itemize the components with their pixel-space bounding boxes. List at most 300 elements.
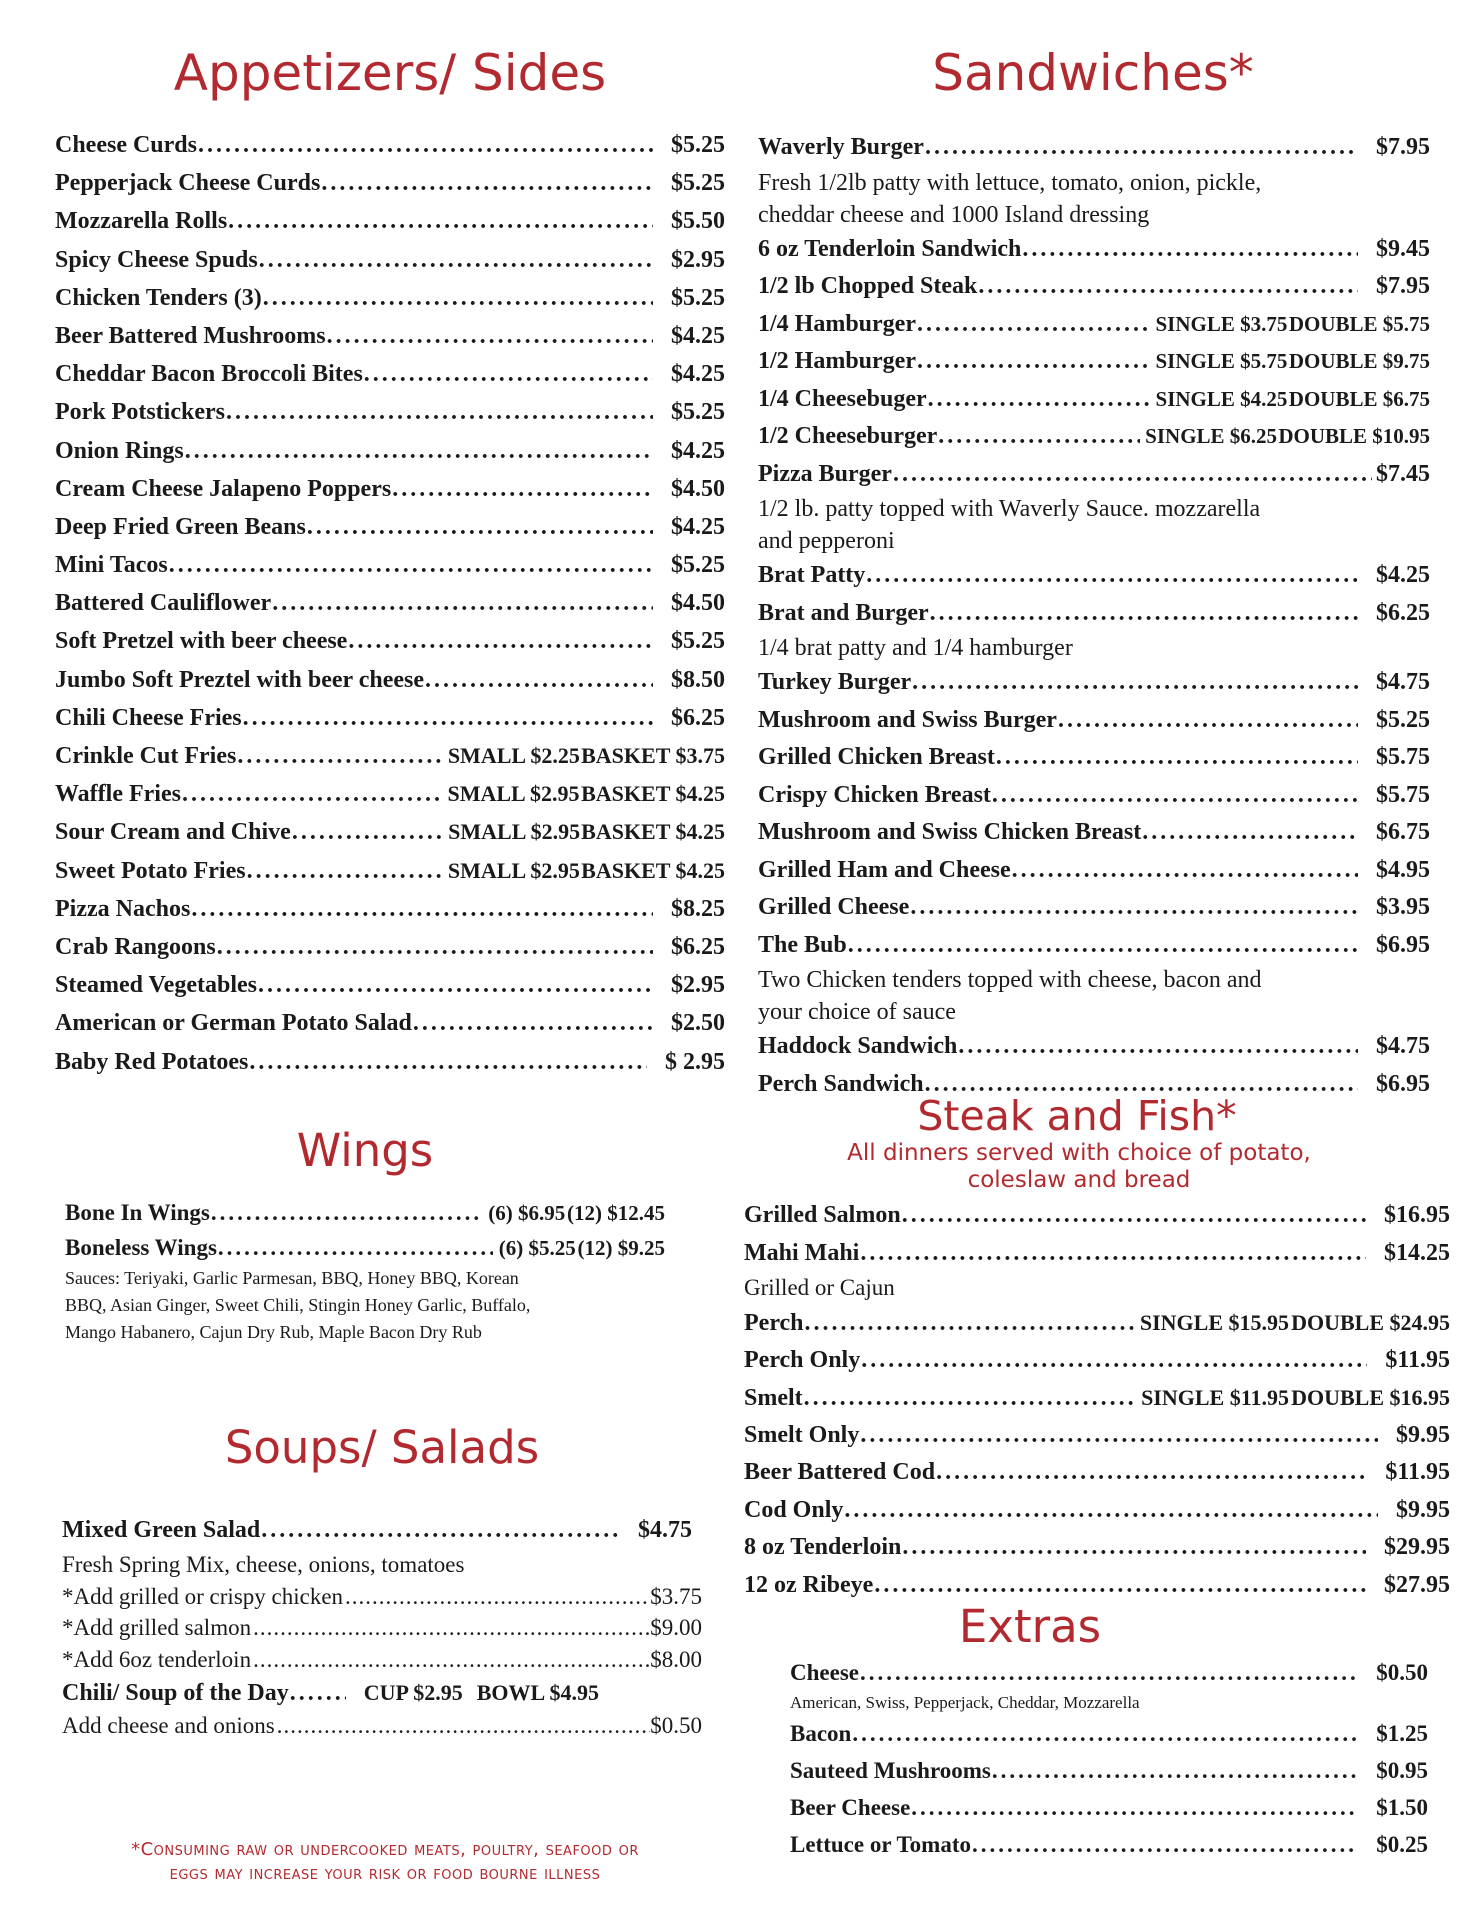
notice-line: *Consuming raw or undercooked meats, poultry, seafood or <box>131 1839 639 1860</box>
menu-item <box>55 1004 725 1042</box>
steak-fish-subtitle: coleslaw and bread <box>967 1167 1191 1193</box>
menu-item <box>55 813 725 851</box>
item-name: Pepperjack Cheese Curds <box>55 170 321 197</box>
item-price: $4.25 <box>671 361 725 388</box>
menu-item <box>744 1529 1450 1567</box>
item-price: $9.95 <box>1396 1421 1450 1448</box>
item-name: 1/2 Hamburger <box>758 348 916 374</box>
item-name: 1/4 Cheesebuger <box>758 385 927 412</box>
appetizers-list <box>55 126 725 1081</box>
item-name: Soft Pretzel with beer cheese <box>55 628 348 655</box>
leader-dots <box>1142 814 1358 852</box>
sandwiches-heading: Sandwiches* <box>932 44 1254 102</box>
item-name: Beer Battered Cod <box>744 1459 936 1485</box>
item-name: Pizza Nachos <box>55 895 191 922</box>
item-price: $3.95 <box>1376 894 1430 920</box>
menu-addon <box>62 1644 702 1676</box>
leader-dots <box>327 317 653 355</box>
leader-dots <box>1012 852 1358 890</box>
leader-dots <box>848 927 1358 965</box>
leader-dots <box>978 268 1358 306</box>
item-name: Turkey Burger <box>758 669 912 695</box>
item-option-price: BOWL $4.95 <box>476 1680 599 1705</box>
menu-item <box>758 456 1430 494</box>
menu-item <box>744 1417 1450 1455</box>
item-name: Battered Cauliflower <box>55 590 272 617</box>
menu-item <box>62 1675 702 1710</box>
leader-dots <box>917 343 1150 381</box>
item-price: $6.75 <box>1376 819 1430 845</box>
menu-item <box>55 966 725 1004</box>
leader-dots <box>243 699 653 737</box>
menu-item <box>790 1789 1428 1826</box>
menu-item <box>758 306 1430 344</box>
item-price: $0.50 <box>1376 1660 1428 1685</box>
leader-dots <box>321 164 653 202</box>
item-name: Mushroom and Swiss Chicken Breast <box>758 819 1142 845</box>
menu-item <box>55 126 725 164</box>
wings-section <box>65 1124 666 1346</box>
item-option-price: SINGLE $15.95 <box>1139 1310 1290 1335</box>
item-name: Mozzarella Rolls <box>55 208 228 235</box>
item-option-price: DOUBLE $10.95 <box>1278 424 1430 448</box>
menu-item <box>744 1492 1450 1530</box>
leader-dots <box>364 355 653 393</box>
leader-dots <box>910 889 1358 927</box>
item-price: $2.50 <box>671 1010 725 1037</box>
leader-dots <box>259 241 653 279</box>
leader-dots <box>917 306 1150 344</box>
food-safety-notice <box>40 1838 730 1886</box>
item-name: 6 oz Tenderloin Sandwich <box>758 235 1022 262</box>
leader-dots <box>253 1612 650 1644</box>
item-name: 1/2 lb Chopped Steak <box>758 273 978 299</box>
menu-item <box>758 889 1430 927</box>
item-price: $5.50 <box>671 208 725 235</box>
leader-dots <box>938 418 1140 456</box>
menu-item <box>758 381 1430 419</box>
item-name: *Add grilled salmon <box>62 1615 252 1640</box>
item-price: $8.00 <box>650 1646 702 1672</box>
item-option-price: SINGLE $3.75 <box>1155 311 1288 336</box>
leader-dots <box>902 1197 1366 1235</box>
menu-item <box>790 1826 1428 1863</box>
menu-item <box>758 927 1430 965</box>
item-name: Beer Cheese <box>790 1795 911 1820</box>
item-name: Cheddar Bacon Broccoli Bites <box>55 361 363 388</box>
item-price: $4.25 <box>671 437 725 464</box>
leader-dots <box>237 737 442 775</box>
leader-dots <box>928 381 1150 419</box>
leader-dots <box>226 393 653 431</box>
salad-addons-list <box>62 1581 702 1676</box>
leader-dots <box>198 126 653 164</box>
item-name: 8 oz Tenderloin <box>744 1534 902 1560</box>
menu-item <box>55 890 725 928</box>
menu-item <box>55 737 725 775</box>
item-name: Baby Red Potatoes <box>55 1048 249 1075</box>
item-name: Add cheese and onions <box>62 1713 275 1738</box>
menu-item <box>758 129 1430 167</box>
item-price: $9.45 <box>1376 235 1430 262</box>
item-name: Smelt Only <box>744 1421 860 1448</box>
menu-item <box>55 241 725 279</box>
wings-sauces-line: Mango Habanero, Cajun Dry Rub, Maple Bacon Dry Rub <box>65 1322 482 1342</box>
leader-dots <box>992 777 1358 815</box>
leader-dots <box>866 557 1358 595</box>
item-price: $4.95 <box>1376 856 1430 883</box>
item-price: $16.95 <box>1384 1202 1450 1228</box>
item-option-price: SINGLE $4.25 <box>1155 386 1288 411</box>
item-price: $6.25 <box>671 933 725 960</box>
menu-item <box>758 418 1430 456</box>
item-name: 12 oz Ribeye <box>744 1571 874 1598</box>
item-name: Sweet Potato Fries <box>55 857 246 884</box>
leader-dots <box>860 1235 1366 1273</box>
item-option-price: DOUBLE $16.95 <box>1291 1385 1450 1410</box>
item-name: Pizza Burger <box>758 460 892 487</box>
leader-dots <box>874 1567 1366 1605</box>
leader-dots <box>936 1454 1367 1492</box>
leader-dots <box>805 1305 1134 1343</box>
leader-dots <box>392 470 653 508</box>
leader-dots <box>996 739 1358 777</box>
leader-dots <box>893 456 1372 494</box>
item-price: $0.95 <box>1376 1758 1428 1783</box>
item-name: Mahi Mahi <box>744 1239 860 1266</box>
leader-dots <box>861 1342 1367 1380</box>
item-price: $5.25 <box>1376 706 1430 733</box>
item-description: 1/4 brat patty and 1/4 hamburger <box>758 635 1073 661</box>
extras-section <box>790 1600 1428 1863</box>
leader-dots <box>191 890 653 928</box>
item-option-price: SMALL $2.95 <box>448 819 581 845</box>
item-price: $0.25 <box>1376 1832 1428 1857</box>
item-price: $27.95 <box>1384 1571 1450 1598</box>
leader-dots <box>860 1417 1378 1455</box>
menu-addon <box>62 1710 702 1742</box>
item-option-price: DOUBLE $6.75 <box>1288 386 1430 411</box>
menu-item <box>55 317 725 355</box>
item-price: $29.95 <box>1384 1534 1450 1560</box>
leader-dots <box>253 1644 650 1676</box>
item-option-price: SMALL $2.25 <box>447 743 580 768</box>
item-price: $4.50 <box>671 590 725 617</box>
item-name: Onion Rings <box>55 437 184 464</box>
leader-dots <box>804 1380 1135 1418</box>
item-name: Grilled Salmon <box>744 1202 901 1228</box>
menu-item <box>62 1512 692 1549</box>
menu-item <box>55 584 725 622</box>
item-option-price: BASKET $4.25 <box>581 857 726 883</box>
item-option-price: (6) $6.95 <box>488 1201 566 1225</box>
menu-item <box>758 557 1430 595</box>
item-price: $4.25 <box>1376 562 1430 588</box>
wings-heading: Wings <box>296 1124 434 1177</box>
leader-dots <box>307 508 653 546</box>
menu-item <box>758 268 1430 306</box>
item-description: Fresh 1/2lb patty with lettuce, tomato, onion, pickle, <box>758 169 1262 196</box>
menu-item <box>790 1654 1428 1691</box>
item-option-price: SINGLE $11.95 <box>1141 1385 1289 1410</box>
menu-addon <box>62 1612 702 1644</box>
item-price: $5.25 <box>671 170 725 197</box>
item-price: $7.95 <box>1376 273 1430 299</box>
item-price: $5.25 <box>671 284 725 311</box>
wings-list <box>65 1195 665 1265</box>
item-description: your choice of sauce <box>758 999 956 1025</box>
leader-dots <box>348 622 653 660</box>
item-option-price: SMALL $2.95 <box>447 781 580 807</box>
item-description: Grilled or Cajun <box>744 1275 895 1300</box>
item-description: American, Swiss, Pepperjack, Cheddar, Mozzarella <box>790 1693 1140 1712</box>
leader-dots <box>911 1789 1358 1826</box>
item-name: Steamed Vegetables <box>55 972 257 999</box>
menu-item <box>744 1235 1450 1273</box>
item-name: Bacon <box>790 1721 852 1746</box>
menu-item <box>758 814 1430 852</box>
extras-heading: Extras <box>958 1600 1102 1653</box>
leader-dots <box>902 1529 1366 1567</box>
item-price: $5.25 <box>671 399 725 426</box>
leader-dots <box>261 1512 618 1549</box>
item-option-price: BASKET $3.75 <box>581 743 725 768</box>
sandwiches-list <box>758 231 1430 306</box>
item-name: Spicy Cheese Spuds <box>55 246 258 273</box>
steak-fish-section <box>744 1092 1450 1604</box>
item-price: $1.50 <box>1376 1795 1428 1820</box>
item-name: Deep Fried Green Beans <box>55 513 306 540</box>
item-name: Smelt <box>744 1385 803 1411</box>
item-name: Cheese <box>790 1660 859 1685</box>
sandwiches-list <box>758 664 1430 964</box>
menu-item <box>65 1195 665 1230</box>
appetizers-heading: Appetizers/ Sides <box>173 44 607 102</box>
item-name: American or German Potato Salad <box>55 1010 412 1037</box>
item-name: Grilled Ham and Cheese <box>758 856 1011 883</box>
wings-sauces-line: Sauces: Teriyaki, Garlic Parmesan, BBQ, Honey BBQ, Korean <box>65 1268 519 1288</box>
item-price: $4.25 <box>671 513 725 540</box>
item-name: Waffle Fries <box>55 781 181 808</box>
item-name: Cream Cheese Jalapeno Poppers <box>55 475 392 502</box>
item-price: $4.75 <box>1376 669 1430 695</box>
leader-dots <box>345 1581 650 1613</box>
menu-item <box>55 661 725 699</box>
leader-dots <box>247 852 443 890</box>
item-price: $6.95 <box>1376 1070 1430 1097</box>
item-name: Chicken Tenders (3) <box>55 284 262 311</box>
menu-item <box>758 231 1430 269</box>
leader-dots <box>290 1676 346 1711</box>
item-price: $5.75 <box>1376 781 1430 808</box>
item-price: $4.75 <box>638 1517 692 1543</box>
menu-item <box>758 343 1430 381</box>
item-option-price: BASKET $4.25 <box>581 781 725 807</box>
burgers-single-double-list <box>758 306 1430 456</box>
item-name: Perch Only <box>744 1346 861 1373</box>
item-name: 1/4 Hamburger <box>758 310 916 337</box>
item-price: $8.25 <box>671 895 725 922</box>
item-name: Grilled Cheese <box>758 894 910 920</box>
item-price: $3.75 <box>650 1583 702 1609</box>
item-name: Jumbo Soft Preztel with beer cheese <box>55 666 425 693</box>
menu-item <box>744 1197 1450 1235</box>
menu-item <box>744 1454 1450 1492</box>
menu-item <box>55 355 725 393</box>
item-price: $11.95 <box>1385 1346 1450 1373</box>
item-name: Perch Sandwich <box>758 1070 924 1097</box>
item-option-price: SINGLE $6.25 <box>1145 424 1278 448</box>
item-name: Sour Cream and Chive <box>55 819 291 846</box>
menu-item <box>55 470 725 508</box>
item-name: Crinkle Cut Fries <box>55 743 237 769</box>
item-description: Two Chicken tenders topped with cheese, bacon and <box>758 967 1262 993</box>
leader-dots <box>258 966 653 1004</box>
menu-item <box>758 777 1430 815</box>
item-description: Fresh Spring Mix, cheese, onions, tomatoes <box>62 1552 465 1577</box>
menu-item <box>790 1752 1428 1789</box>
menu-item <box>55 432 725 470</box>
menu-item <box>55 164 725 202</box>
item-name: Sauteed Mushrooms <box>790 1758 991 1783</box>
item-name: Chili Cheese Fries <box>55 704 242 731</box>
leader-dots <box>228 202 653 240</box>
menu-item <box>744 1304 1450 1342</box>
leader-dots <box>272 584 653 622</box>
item-price: $ 2.95 <box>665 1048 725 1075</box>
item-price: $6.25 <box>671 704 725 731</box>
item-name: Pork Potstickers <box>55 399 225 426</box>
menu-item <box>790 1715 1428 1752</box>
leader-dots <box>425 661 653 699</box>
soups-heading: Soups/ Salads <box>224 1421 540 1474</box>
item-name: Crab Rangoons <box>55 933 216 960</box>
item-price: $8.50 <box>671 666 725 693</box>
appetizers-section <box>55 44 726 1081</box>
steak-fish-subtitle: All dinners served with choice of potato, <box>847 1140 1311 1166</box>
leader-dots <box>277 1710 651 1742</box>
steak-fish-list <box>744 1417 1450 1605</box>
item-name: The Bub <box>758 931 847 958</box>
menu-item <box>758 739 1430 777</box>
leader-dots <box>169 546 653 584</box>
notice-line: eggs may increase your risk or food bourne illness <box>169 1863 601 1884</box>
item-name: Cod Only <box>744 1496 844 1523</box>
leader-dots <box>413 1004 653 1042</box>
item-name: Crispy Chicken Breast <box>758 781 991 808</box>
item-name: 1/2 Cheeseburger <box>758 423 938 449</box>
menu-item <box>758 1028 1430 1066</box>
item-name: Lettuce or Tomato <box>790 1832 972 1857</box>
item-name: Brat and Burger <box>758 599 929 626</box>
leader-dots <box>912 664 1358 702</box>
menu-item <box>55 622 725 660</box>
item-name: Grilled Chicken Breast <box>758 744 995 770</box>
menu-item <box>55 202 725 240</box>
item-price: $7.95 <box>1376 134 1430 160</box>
menu-item <box>744 1342 1450 1380</box>
menu-item <box>65 1230 665 1265</box>
item-price: $5.25 <box>671 132 725 158</box>
leader-dots <box>249 1043 647 1081</box>
item-option-price: SINGLE $5.75 <box>1155 349 1288 373</box>
item-name: Mini Tacos <box>55 552 168 579</box>
menu-item <box>55 852 725 890</box>
item-name: Beer Battered Mushrooms <box>55 322 326 349</box>
menu-item <box>758 852 1430 890</box>
item-option-price: DOUBLE $24.95 <box>1291 1310 1450 1335</box>
menu-item <box>744 1567 1450 1605</box>
sandwiches-section <box>758 44 1431 1103</box>
wings-sauces-line: BBQ, Asian Ginger, Sweet Chili, Stingin Honey Garlic, Buffalo, <box>65 1295 531 1315</box>
steak-fish-heading: Steak and Fish* <box>917 1092 1237 1140</box>
leader-dots <box>844 1492 1378 1530</box>
item-price: $9.95 <box>1396 1496 1450 1523</box>
item-option-price: BASKET $4.25 <box>581 819 725 845</box>
menu-item <box>55 279 725 317</box>
item-price: $0.50 <box>650 1713 702 1738</box>
item-price: $2.95 <box>671 972 725 999</box>
item-option-price: CUP $2.95 <box>363 1680 463 1705</box>
item-price: $6.25 <box>1376 599 1430 626</box>
menu-item <box>55 928 725 966</box>
item-name: Haddock Sandwich <box>758 1033 958 1059</box>
item-price: $9.00 <box>650 1615 702 1640</box>
item-name: Chili/ Soup of the Day <box>62 1680 289 1706</box>
menu-item <box>758 702 1430 740</box>
item-price: $5.75 <box>1376 744 1430 770</box>
extras-list <box>790 1715 1428 1863</box>
leader-dots <box>992 1752 1358 1789</box>
soups-section <box>62 1423 702 1742</box>
item-price: $4.25 <box>671 322 725 349</box>
leader-dots <box>972 1826 1358 1863</box>
menu-item <box>55 393 725 431</box>
menu-item <box>55 546 725 584</box>
leader-dots <box>930 595 1358 633</box>
menu-item <box>758 664 1430 702</box>
item-price: $5.25 <box>671 552 725 579</box>
leader-dots <box>925 129 1358 167</box>
menu-item <box>55 775 725 813</box>
menu-item <box>55 508 725 546</box>
item-name: Perch <box>744 1310 804 1336</box>
item-name: Waverly Burger <box>758 134 924 160</box>
menu-addon <box>62 1581 702 1613</box>
item-description: 1/2 lb. patty topped with Waverly Sauce. mozzarella <box>758 496 1261 522</box>
leader-dots <box>860 1654 1358 1691</box>
leader-dots <box>852 1715 1358 1752</box>
item-option-price: (6) $5.25 <box>498 1236 576 1260</box>
item-price: $4.50 <box>671 475 725 502</box>
menu-item <box>744 1379 1450 1417</box>
item-name: Mushroom and Swiss Burger <box>758 706 1057 733</box>
item-description: cheddar cheese and 1000 Island dressing <box>758 201 1150 228</box>
menu-item <box>758 595 1430 633</box>
item-price: $1.25 <box>1376 1721 1428 1746</box>
item-option-price: DOUBLE $5.75 <box>1288 311 1431 336</box>
item-description: and pepperoni <box>758 528 895 554</box>
item-price: $14.25 <box>1384 1239 1450 1266</box>
leader-dots <box>292 813 443 851</box>
leader-dots <box>1022 231 1358 269</box>
item-price: $11.95 <box>1385 1459 1450 1485</box>
item-name: Cheese Curds <box>55 132 197 158</box>
menu-item <box>55 1043 725 1081</box>
item-name: Bone In Wings <box>65 1200 210 1225</box>
item-option-price: SMALL $2.95 <box>447 857 580 883</box>
leader-dots <box>182 775 442 813</box>
